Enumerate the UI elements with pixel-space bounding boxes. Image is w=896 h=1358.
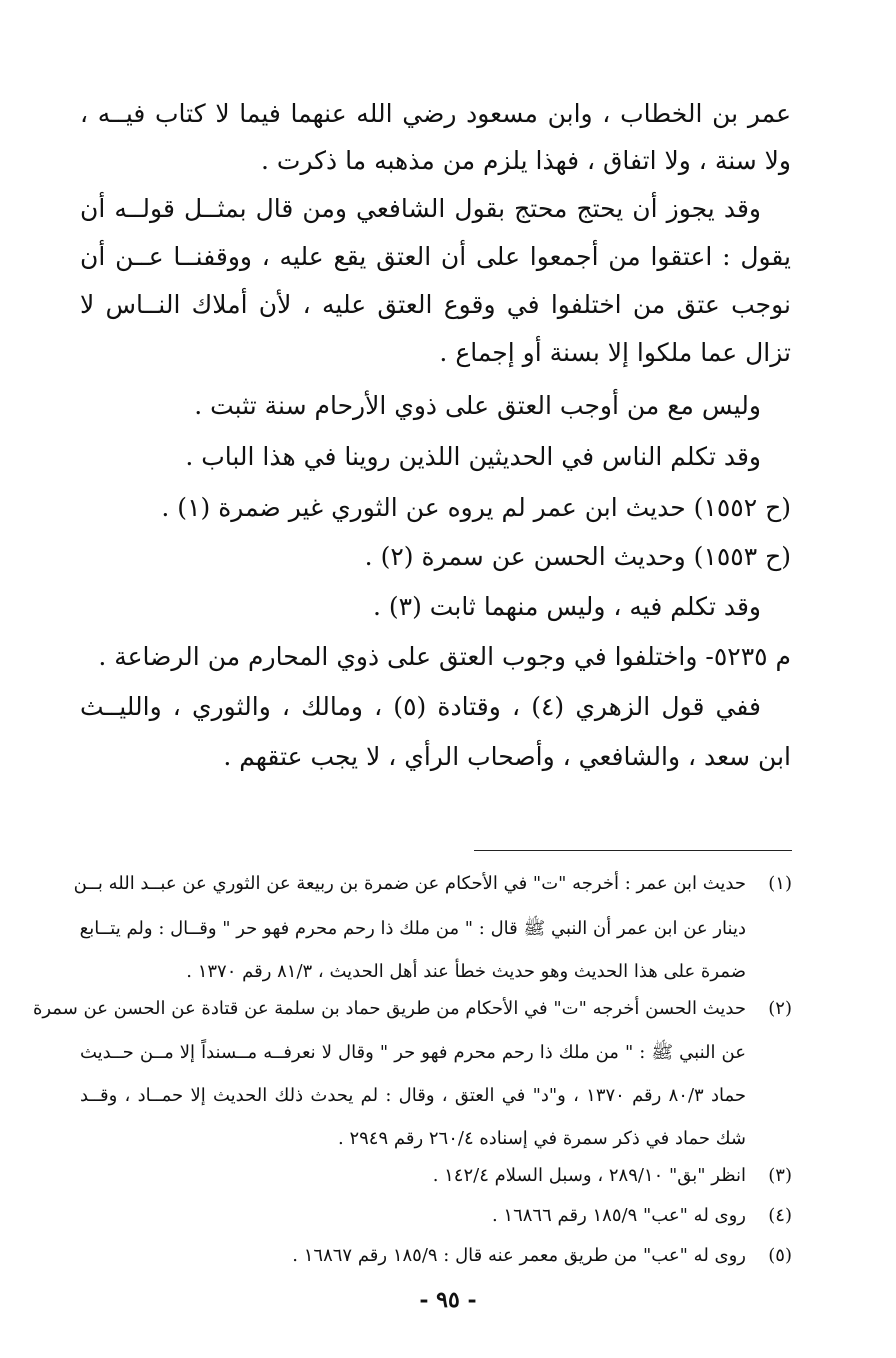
footnote-number: (٣) (768, 1165, 792, 1186)
footnote-line: روى له "عب" ١٨٥/٩ رقم ١٦٨٦٦ . (491, 1205, 746, 1226)
footnote-number: (١) (768, 873, 792, 894)
body-line: ولا سنة ، ولا اتفاق ، فهذا يلزم من مذهبه ما ذكرت . (260, 146, 791, 175)
hadith-reference: (ح ١٥٥٢) حديث ابن عمر لم يروه عن الثوري غير ضمرة (١) . (161, 493, 791, 522)
footnote-line: دينار عن ابن عمر أن النبي ﷺ قال : " من ملك ذا رحم محرم فهو حر " وقــال : ولم يتــابع (79, 918, 746, 939)
body-line: يقول : اعتقوا من أجمعوا على أن العتق يقع عليه ، ووقفنــا عــن أن (80, 242, 791, 271)
footnote-number: (٢) (768, 998, 792, 1019)
body-line: وقد تكلم فيه ، وليس منهما ثابت (٣) . (373, 592, 761, 621)
footnote-line: روى له "عب" من طريق معمر عنه قال : ١٨٥/٩ رقم ١٦٨٦٧ . (292, 1245, 746, 1266)
footnote-line: حماد ٨٠/٣ رقم ١٣٧٠ ، و"د" في العتق ، وقال : لم يحدث ذلك الحديث إلا حمــاد ، وقــد (80, 1085, 746, 1106)
body-line: ابن سعد ، والشافعي ، وأصحاب الرأي ، لا يجب عتقهم . (223, 742, 791, 771)
hadith-reference: (ح ١٥٥٣) وحديث الحسن عن سمرة (٢) . (364, 542, 791, 571)
body-line: وقد يجوز أن يحتج محتج بقول الشافعي ومن قال بمثــل قولــه أن (80, 194, 761, 223)
footnote-separator (474, 850, 792, 851)
body-line: ففي قول الزهري (٤) ، وقتادة (٥) ، ومالك ، والثوري ، والليــث (80, 692, 761, 721)
footnote-line: حديث ابن عمر : أخرجه "ت" في الأحكام عن ضمرة بن ربيعة عن الثوري عن عبــد الله بــن (73, 873, 746, 894)
body-line: نوجب عتق من اختلفوا في وقوع العتق عليه ، لأن أملاك النــاس لا (80, 290, 791, 319)
footnote-number: (٥) (768, 1245, 792, 1266)
footnote-line: شك حماد في ذكر سمرة في إسناده ٢٦٠/٤ رقم ٢٩٤٩ . (338, 1128, 746, 1149)
footnote-line: انظر "بق" ٢٨٩/١٠ ، وسبل السلام ١٤٢/٤ . (432, 1165, 746, 1186)
footnote-line: ضمرة على هذا الحديث وهو حديث خطأ عند أهل الحديث ، ٨١/٣ رقم ١٣٧٠ . (186, 961, 746, 982)
issue-heading: م ٥٢٣٥- واختلفوا في وجوب العتق على ذوي المحارم من الرضاعة . (98, 642, 791, 671)
body-line: تزال عما ملكوا إلا بسنة أو إجماع . (439, 338, 791, 367)
footnote-number: (٤) (768, 1205, 792, 1226)
footnote-line: حديث الحسن أخرجه "ت" في الأحكام من طريق حماد بن سلمة عن قتادة عن الحسن عن سمرة (32, 998, 746, 1019)
body-line: وليس مع من أوجب العتق على ذوي الأرحام سنة تثبت . (194, 391, 761, 420)
page-number: - ٩٥ - (419, 1287, 477, 1313)
body-line: عمر بن الخطاب ، وابن مسعود رضي الله عنهما فيما لا كتاب فيــه ، (80, 99, 791, 128)
footnote-line: عن النبي ﷺ : " من ملك ذا رحم محرم فهو حر " وقال لا نعرفــه مــسنداً إلا مــن حــديث (80, 1042, 746, 1063)
body-line: وقد تكلم الناس في الحديثين اللذين روينا في هذا الباب . (185, 442, 761, 471)
